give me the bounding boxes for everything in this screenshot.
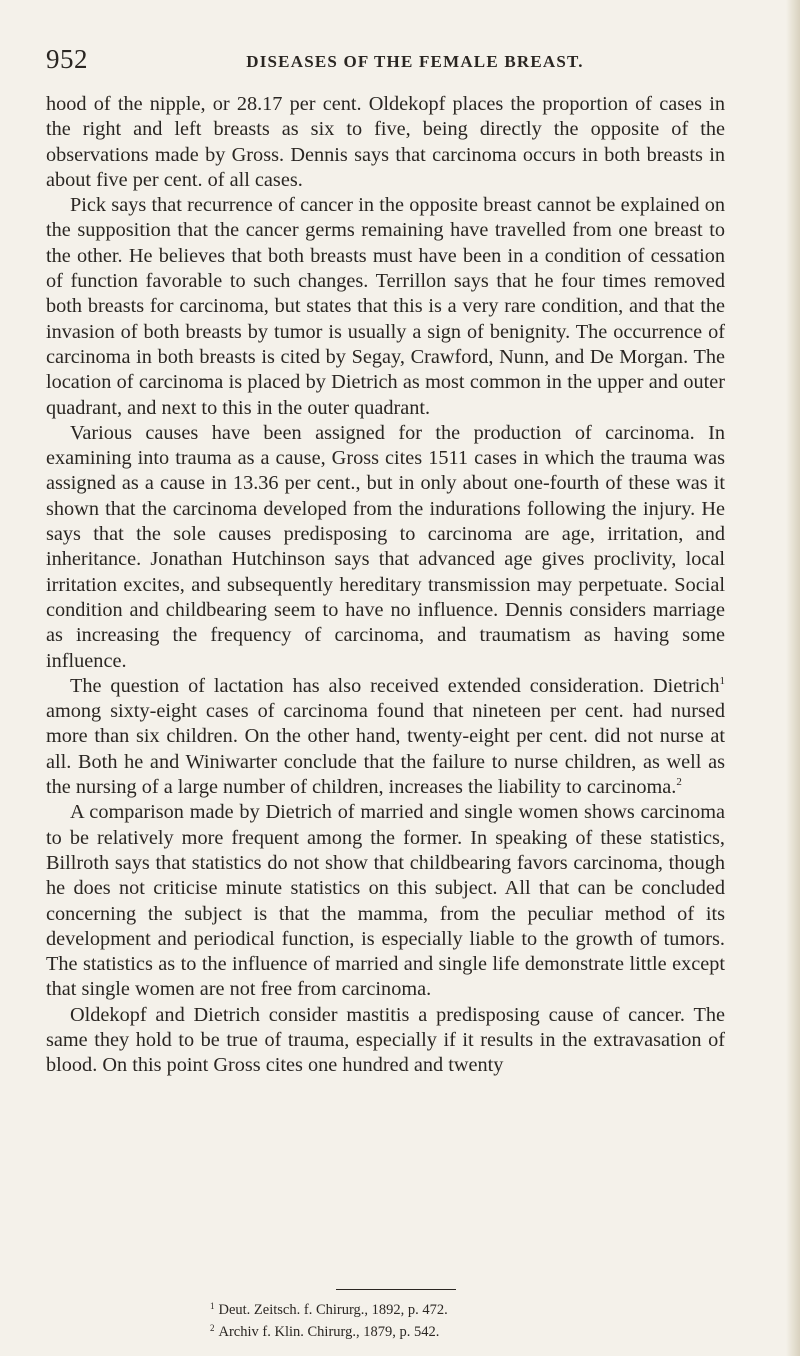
paragraph: Oldekopf and Dietrich consider mastitis a predisposing cause of cancer. The same they hold to be true of trauma, especially if it results in the extravasation of blood. On this point Gross cites one hundred and twenty xyxy=(46,1003,725,1077)
paragraph xyxy=(46,674,725,800)
paragraph-text: among sixty-eight cases of carcinoma found that nineteen per cent. had nursed more than six children. On the other hand, twenty-eight per cent. did not nurse at all. Both he and Winiwarter conclude that the failure to nurse children, as well as the nursing of a large number of children, increases the liability to carcinoma. xyxy=(46,700,725,799)
running-head: DISEASES OF THE FEMALE BREAST. xyxy=(246,52,584,71)
footnotes xyxy=(210,1297,630,1341)
footnote xyxy=(210,1319,630,1341)
footnote-text: Archiv f. Klin. Chirurg., 1879, p. 542. xyxy=(218,1324,440,1340)
page-header xyxy=(46,44,724,74)
footnote-text: Deut. Zeitsch. f. Chirurg., 1892, p. 472. xyxy=(218,1302,448,1318)
footnote-ref: 2 xyxy=(676,776,682,789)
paragraph-text: The question of lactation has also received extended consideration. Dietrich xyxy=(70,674,720,697)
paragraph: Pick says that recurrence of cancer in the opposite breast cannot be explained on the supposition that the cancer germs remaining have travelled from one breast to the other. He believes that both breasts must have been in a condition of cessation of function favorable to such changes. Terrillon says that he four times removed both breasts for carcinoma, but states that this is a very rare condition, and that the invasion of both breasts by tumor is usually a sign of benignity. The occurrence of carcinoma in both breasts is cited by Segay, Crawford, Nunn, and De Morgan. The location of carcinoma is placed by Dietrich as most common in the upper and outer quadrant, and next to this in the outer quadrant. xyxy=(46,194,725,419)
page-number: 952 xyxy=(46,44,88,74)
paragraph: A comparison made by Dietrich of married and single women shows carcinoma to be relatively more frequent among the former. In speaking of these statistics, Billroth says that statistics do not show that childbearing favors carcinoma, though he does not criticise minute statistics on this subject. All that can be concluded concerning the subject is that the mamma, from the peculiar method of its development and periodical function, is especially liable to the growth of tumors. The statistics as to the influence of married and single life demonstrate little except that single women are not free from carcinoma. xyxy=(46,801,725,1001)
paragraph: Various causes have been assigned for the production of carcinoma. In examining into trauma as a cause, Gross cites 1511 cases in which the trauma was assigned as a cause in 13.36 per cent., but in only about one-fourth of these was it shown that the carcinoma developed from the indurations following the injury. He says that the sole causes predisposing to carcinoma are age, irritation, and inheritance. Jonathan Hutchinson says that advanced age gives proclivity, local irritation excites, and subsequently hereditary transmission may perpetuate. Social condition and childbearing seem to have no influence. Dennis considers marriage as increasing the frequency of carcinoma, and traumatism as having some influence. xyxy=(46,421,725,672)
footnote-divider xyxy=(336,1289,456,1290)
page-edge-shadow xyxy=(786,0,800,1356)
footnote-ref: 1 xyxy=(719,674,725,687)
body-text xyxy=(46,92,725,1079)
paragraph: hood of the nipple, or 28.17 per cent. Oldekopf places the proportion of cases in the right and left breasts as six to five, being directly the opposite of the observations made by Gross. Dennis says that carcinoma occurs in both breasts in about five per cent. of all cases. xyxy=(46,93,725,191)
footnote xyxy=(210,1297,630,1319)
footnote-mark: 2 xyxy=(210,1323,215,1333)
footnote-mark: 1 xyxy=(210,1301,215,1311)
